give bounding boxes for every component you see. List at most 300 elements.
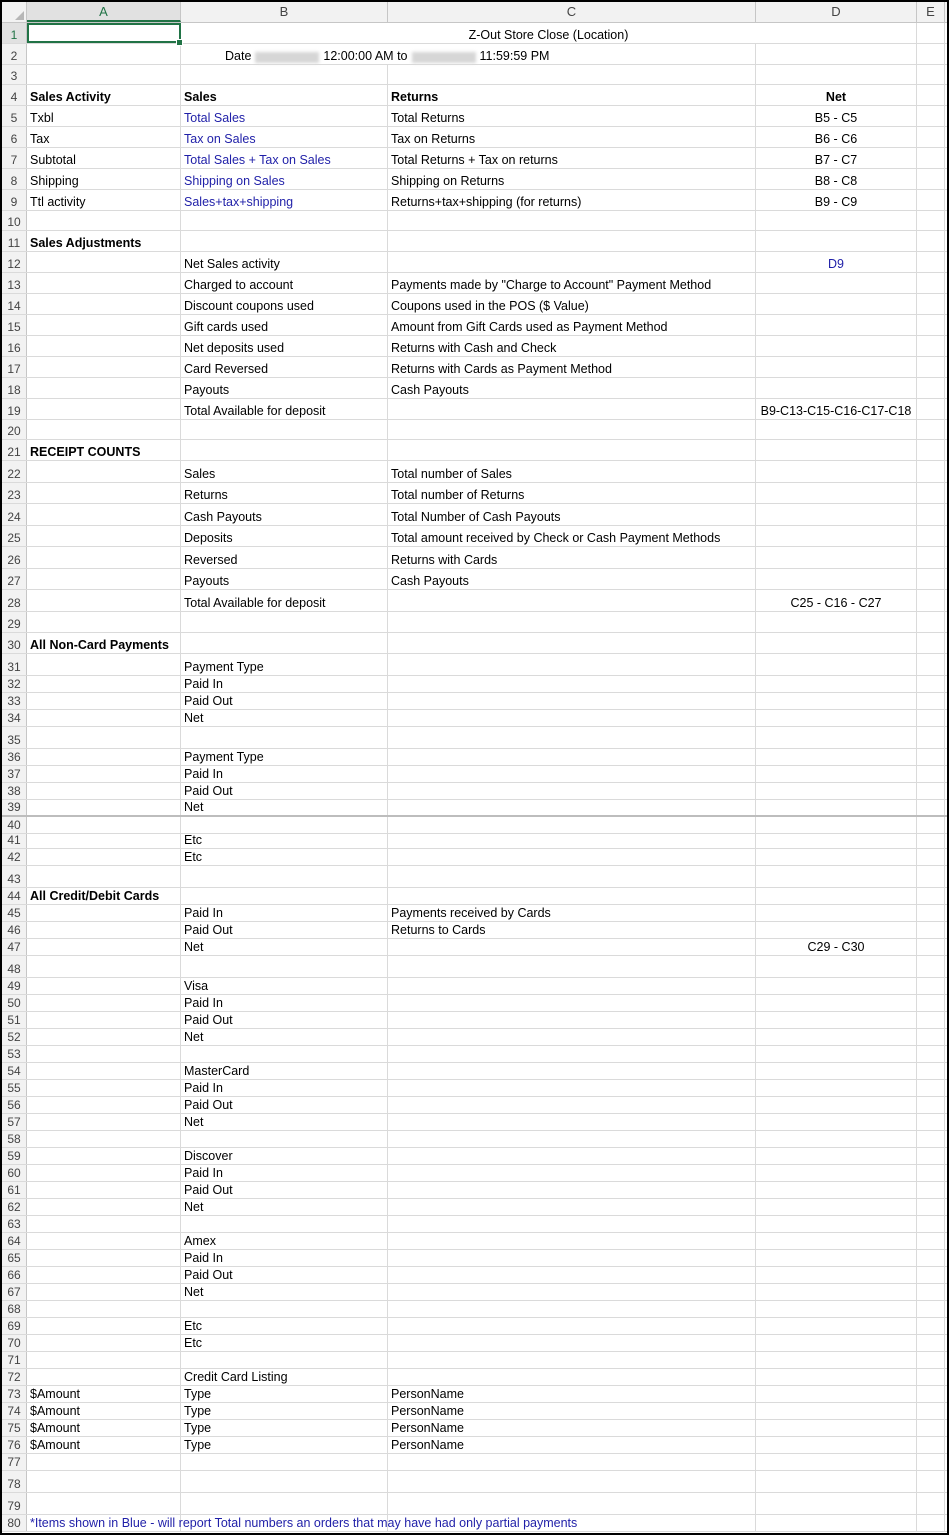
cell[interactable] xyxy=(27,1182,181,1198)
cell-b39[interactable]: Net xyxy=(181,800,388,815)
cell[interactable] xyxy=(27,1114,181,1130)
cell[interactable] xyxy=(181,633,388,653)
cell[interactable] xyxy=(917,800,945,815)
cell-a5[interactable]: Txbl xyxy=(27,106,181,126)
cell[interactable] xyxy=(917,1250,945,1266)
cell[interactable] xyxy=(756,1301,917,1317)
cell-b54[interactable]: MasterCard xyxy=(181,1063,388,1079)
cell[interactable] xyxy=(917,849,945,865)
cell[interactable] xyxy=(756,1182,917,1198)
cell[interactable] xyxy=(388,420,756,439)
cell-b33[interactable]: Paid Out xyxy=(181,693,388,709)
cell[interactable] xyxy=(917,294,945,314)
cell-b22[interactable]: Sales xyxy=(181,461,388,482)
cell[interactable] xyxy=(181,440,388,460)
cell-b62[interactable]: Net xyxy=(181,1199,388,1215)
cell[interactable] xyxy=(388,749,756,765)
cell[interactable] xyxy=(917,693,945,709)
cell[interactable] xyxy=(181,231,388,251)
cell[interactable] xyxy=(388,1493,756,1514)
row-header[interactable]: 59 xyxy=(2,1148,27,1164)
cell[interactable] xyxy=(917,399,945,419)
cell[interactable] xyxy=(756,65,917,84)
cell[interactable] xyxy=(917,1369,945,1385)
cell[interactable] xyxy=(27,1233,181,1249)
cell[interactable] xyxy=(917,676,945,692)
cell-d4[interactable]: Net xyxy=(756,85,917,105)
cell[interactable] xyxy=(917,1199,945,1215)
cell-c75[interactable]: PersonName xyxy=(388,1420,756,1436)
cell-b24[interactable]: Cash Payouts xyxy=(181,504,388,525)
cell[interactable] xyxy=(388,783,756,799)
cell[interactable] xyxy=(27,1046,181,1062)
row-header[interactable]: 70 xyxy=(2,1335,27,1351)
cell[interactable] xyxy=(27,783,181,799)
cell[interactable] xyxy=(917,1012,945,1028)
cell-c24[interactable]: Total Number of Cash Payouts xyxy=(388,504,756,525)
cell[interactable] xyxy=(917,766,945,782)
footnote[interactable]: *Items shown in Blue - will report Total numbers an orders that may have had only partial payments xyxy=(27,1515,181,1531)
cell[interactable] xyxy=(27,1493,181,1514)
row-header[interactable]: 37 xyxy=(2,766,27,782)
cell[interactable] xyxy=(27,526,181,546)
cell[interactable] xyxy=(27,1063,181,1079)
row-header[interactable]: 78 xyxy=(2,1471,27,1492)
cell[interactable] xyxy=(917,1386,945,1402)
row-header[interactable]: 22 xyxy=(2,461,27,482)
cell[interactable] xyxy=(388,888,756,904)
cell[interactable] xyxy=(756,273,917,293)
cell[interactable] xyxy=(181,211,388,230)
cell-b15[interactable]: Gift cards used xyxy=(181,315,388,335)
cell[interactable] xyxy=(27,504,181,525)
cell[interactable] xyxy=(388,710,756,726)
cell-b57[interactable]: Net xyxy=(181,1114,388,1130)
cell-a73[interactable]: $Amount xyxy=(27,1386,181,1402)
row-header[interactable]: 33 xyxy=(2,693,27,709)
cell-b28[interactable]: Total Available for deposit xyxy=(181,590,388,611)
cell[interactable] xyxy=(756,315,917,335)
row-header[interactable]: 53 xyxy=(2,1046,27,1062)
row-header[interactable]: 60 xyxy=(2,1165,27,1181)
cell[interactable] xyxy=(917,526,945,546)
cell[interactable] xyxy=(388,654,756,675)
cell[interactable] xyxy=(27,294,181,314)
cell[interactable] xyxy=(917,922,945,938)
cell[interactable] xyxy=(917,1403,945,1419)
cell-b14[interactable]: Discount coupons used xyxy=(181,294,388,314)
cell[interactable] xyxy=(756,483,917,503)
cell-b69[interactable]: Etc xyxy=(181,1318,388,1334)
cell-c46[interactable]: Returns to Cards xyxy=(388,922,756,938)
cell[interactable] xyxy=(181,612,388,632)
cell-a11[interactable]: Sales Adjustments xyxy=(27,231,181,251)
cell[interactable] xyxy=(756,783,917,799)
row-header[interactable]: 76 xyxy=(2,1437,27,1453)
cell[interactable] xyxy=(388,939,756,955)
cell-c27[interactable]: Cash Payouts xyxy=(388,569,756,589)
row-header[interactable]: 45 xyxy=(2,905,27,921)
cell[interactable] xyxy=(756,1063,917,1079)
row-header[interactable]: 49 xyxy=(2,978,27,994)
cell[interactable] xyxy=(27,590,181,611)
cell-d7[interactable]: B7 - C7 xyxy=(756,148,917,168)
cell[interactable] xyxy=(917,905,945,921)
cell[interactable] xyxy=(388,1454,756,1470)
cell-c14[interactable]: Coupons used in the POS ($ Value) xyxy=(388,294,756,314)
cell[interactable] xyxy=(917,1267,945,1283)
cell[interactable] xyxy=(917,1352,945,1368)
cell[interactable] xyxy=(27,547,181,568)
cell[interactable] xyxy=(181,1352,388,1368)
cell-d9[interactable]: B9 - C9 xyxy=(756,190,917,210)
cell-d19[interactable]: B9-C13-C15-C16-C17-C18 xyxy=(756,399,917,419)
row-header[interactable]: 11 xyxy=(2,231,27,251)
cell[interactable] xyxy=(388,590,756,611)
cell[interactable] xyxy=(756,1318,917,1334)
cell[interactable] xyxy=(917,888,945,904)
cell[interactable] xyxy=(27,654,181,675)
cell[interactable] xyxy=(917,1454,945,1470)
row-header[interactable]: 57 xyxy=(2,1114,27,1130)
cell[interactable] xyxy=(917,1063,945,1079)
row-header[interactable]: 56 xyxy=(2,1097,27,1113)
cell[interactable] xyxy=(917,654,945,675)
cell[interactable] xyxy=(27,939,181,955)
cell[interactable] xyxy=(756,1335,917,1351)
cell-a76[interactable]: $Amount xyxy=(27,1437,181,1453)
cell[interactable] xyxy=(27,727,181,748)
cell[interactable] xyxy=(756,1199,917,1215)
cell[interactable] xyxy=(181,727,388,748)
cell-c74[interactable]: PersonName xyxy=(388,1403,756,1419)
cell[interactable] xyxy=(756,1250,917,1266)
cell[interactable] xyxy=(917,1165,945,1181)
cell[interactable] xyxy=(917,978,945,994)
cell-c5[interactable]: Total Returns xyxy=(388,106,756,126)
cell[interactable] xyxy=(756,995,917,1011)
cell-b42[interactable]: Etc xyxy=(181,849,388,865)
cell-b67[interactable]: Net xyxy=(181,1284,388,1300)
cell[interactable] xyxy=(388,1369,756,1385)
cell[interactable] xyxy=(181,1471,388,1492)
cell[interactable] xyxy=(756,866,917,887)
cell[interactable] xyxy=(917,995,945,1011)
row-header[interactable]: 25 xyxy=(2,526,27,546)
cell[interactable] xyxy=(388,633,756,653)
row-header[interactable]: 47 xyxy=(2,939,27,955)
row-header[interactable]: 54 xyxy=(2,1063,27,1079)
cell[interactable] xyxy=(388,1114,756,1130)
cell[interactable] xyxy=(388,866,756,887)
row-header[interactable]: 71 xyxy=(2,1352,27,1368)
cell[interactable] xyxy=(388,612,756,632)
cell[interactable] xyxy=(27,1301,181,1317)
cell[interactable] xyxy=(388,1148,756,1164)
row-header[interactable]: 77 xyxy=(2,1454,27,1470)
cell-a7[interactable]: Subtotal xyxy=(27,148,181,168)
cell[interactable] xyxy=(756,1471,917,1492)
cell[interactable] xyxy=(917,1046,945,1062)
cell[interactable] xyxy=(917,1216,945,1232)
cell[interactable] xyxy=(756,1284,917,1300)
cell[interactable] xyxy=(917,1097,945,1113)
row-header[interactable]: 15 xyxy=(2,315,27,335)
cell[interactable] xyxy=(388,1199,756,1215)
cell-c22[interactable]: Total number of Sales xyxy=(388,461,756,482)
cell[interactable] xyxy=(756,440,917,460)
row-header[interactable]: 50 xyxy=(2,995,27,1011)
cell[interactable] xyxy=(917,504,945,525)
cell[interactable] xyxy=(756,1386,917,1402)
cell[interactable] xyxy=(917,956,945,977)
cell-c7[interactable]: Total Returns + Tax on returns xyxy=(388,148,756,168)
cell[interactable] xyxy=(756,1165,917,1181)
row-header[interactable]: 17 xyxy=(2,357,27,377)
cell[interactable] xyxy=(181,1454,388,1470)
cell[interactable] xyxy=(27,1267,181,1283)
cell[interactable] xyxy=(917,44,945,64)
cell[interactable] xyxy=(917,1233,945,1249)
cell-b31[interactable]: Payment Type xyxy=(181,654,388,675)
cell[interactable] xyxy=(27,1080,181,1096)
cell-b66[interactable]: Paid Out xyxy=(181,1267,388,1283)
cell-b75[interactable]: Type xyxy=(181,1420,388,1436)
cell-b45[interactable]: Paid In xyxy=(181,905,388,921)
row-header[interactable]: 41 xyxy=(2,834,27,848)
row-header[interactable]: 28 xyxy=(2,590,27,611)
cell[interactable] xyxy=(917,1131,945,1147)
cell[interactable] xyxy=(388,800,756,815)
cell[interactable] xyxy=(756,800,917,815)
cell[interactable] xyxy=(756,817,917,833)
cell[interactable] xyxy=(756,1515,917,1531)
row-header[interactable]: 13 xyxy=(2,273,27,293)
cell[interactable] xyxy=(27,1284,181,1300)
report-title[interactable]: Z-Out Store Close (Location) xyxy=(181,23,917,43)
cell[interactable] xyxy=(27,483,181,503)
cell[interactable] xyxy=(181,420,388,439)
cell[interactable] xyxy=(756,727,917,748)
cell-c73[interactable]: PersonName xyxy=(388,1386,756,1402)
cell[interactable] xyxy=(27,1148,181,1164)
cell[interactable] xyxy=(27,1335,181,1351)
cell-b50[interactable]: Paid In xyxy=(181,995,388,1011)
cell[interactable] xyxy=(27,1199,181,1215)
cell[interactable] xyxy=(917,483,945,503)
row-header[interactable]: 18 xyxy=(2,378,27,398)
cell-b70[interactable]: Etc xyxy=(181,1335,388,1351)
cell[interactable] xyxy=(27,420,181,439)
cell[interactable] xyxy=(181,1301,388,1317)
cell[interactable] xyxy=(27,866,181,887)
cell[interactable] xyxy=(27,956,181,977)
row-header[interactable]: 74 xyxy=(2,1403,27,1419)
row-header[interactable]: 55 xyxy=(2,1080,27,1096)
cell-c13[interactable]: Payments made by "Charge to Account" Payment Method xyxy=(388,273,756,293)
cell[interactable] xyxy=(388,817,756,833)
cell[interactable] xyxy=(917,633,945,653)
row-header[interactable]: 4 xyxy=(2,85,27,105)
cell[interactable] xyxy=(917,817,945,833)
cell[interactable] xyxy=(756,231,917,251)
cell-b52[interactable]: Net xyxy=(181,1029,388,1045)
cell[interactable] xyxy=(917,547,945,568)
cell[interactable] xyxy=(181,1493,388,1514)
cell-b16[interactable]: Net deposits used xyxy=(181,336,388,356)
cell[interactable] xyxy=(388,1216,756,1232)
cell[interactable] xyxy=(756,693,917,709)
cell[interactable] xyxy=(388,1284,756,1300)
row-header[interactable]: 5 xyxy=(2,106,27,126)
cell[interactable] xyxy=(756,1148,917,1164)
row-header[interactable]: 61 xyxy=(2,1182,27,1198)
cell[interactable] xyxy=(917,357,945,377)
cell[interactable] xyxy=(917,612,945,632)
cell-c9[interactable]: Returns+tax+shipping (for returns) xyxy=(388,190,756,210)
cell[interactable] xyxy=(917,273,945,293)
cell-c17[interactable]: Returns with Cards as Payment Method xyxy=(388,357,756,377)
cell[interactable] xyxy=(27,1369,181,1385)
cell[interactable] xyxy=(388,211,756,230)
cell[interactable] xyxy=(756,1097,917,1113)
cell[interactable] xyxy=(917,211,945,230)
row-header[interactable]: 27 xyxy=(2,569,27,589)
row-header[interactable]: 62 xyxy=(2,1199,27,1215)
cell[interactable] xyxy=(917,590,945,611)
cell-b36[interactable]: Payment Type xyxy=(181,749,388,765)
cell[interactable] xyxy=(917,1301,945,1317)
cell-b65[interactable]: Paid In xyxy=(181,1250,388,1266)
cell[interactable] xyxy=(917,1471,945,1492)
row-header[interactable]: 8 xyxy=(2,169,27,189)
cell[interactable] xyxy=(756,547,917,568)
cell[interactable] xyxy=(756,1080,917,1096)
cell[interactable] xyxy=(27,978,181,994)
cell-b73[interactable]: Type xyxy=(181,1386,388,1402)
column-header-b[interactable]: B xyxy=(181,2,388,22)
cell[interactable] xyxy=(917,336,945,356)
cell[interactable] xyxy=(388,1335,756,1351)
row-header[interactable]: 19 xyxy=(2,399,27,419)
cell[interactable] xyxy=(27,676,181,692)
cell-c23[interactable]: Total number of Returns xyxy=(388,483,756,503)
cell-a8[interactable]: Shipping xyxy=(27,169,181,189)
cell[interactable] xyxy=(27,315,181,335)
cell[interactable] xyxy=(27,378,181,398)
cell-c76[interactable]: PersonName xyxy=(388,1437,756,1453)
cell-b19[interactable]: Total Available for deposit xyxy=(181,399,388,419)
row-header[interactable]: 64 xyxy=(2,1233,27,1249)
cell[interactable] xyxy=(917,378,945,398)
row-header[interactable]: 7 xyxy=(2,148,27,168)
row-header[interactable]: 75 xyxy=(2,1420,27,1436)
cell[interactable] xyxy=(388,1029,756,1045)
cell[interactable] xyxy=(27,1318,181,1334)
row-header[interactable]: 58 xyxy=(2,1131,27,1147)
cell-a74[interactable]: $Amount xyxy=(27,1403,181,1419)
cell-b12[interactable]: Net Sales activity xyxy=(181,252,388,272)
cell[interactable] xyxy=(27,336,181,356)
cell-b46[interactable]: Paid Out xyxy=(181,922,388,938)
cell[interactable] xyxy=(917,834,945,848)
cell-d8[interactable]: B8 - C8 xyxy=(756,169,917,189)
cell-b61[interactable]: Paid Out xyxy=(181,1182,388,1198)
cell[interactable] xyxy=(756,978,917,994)
cell[interactable] xyxy=(181,1515,388,1531)
cell-c15[interactable]: Amount from Gift Cards used as Payment Method xyxy=(388,315,756,335)
row-header[interactable]: 10 xyxy=(2,211,27,230)
cell[interactable] xyxy=(917,1318,945,1334)
cell-b26[interactable]: Reversed xyxy=(181,547,388,568)
cell[interactable] xyxy=(388,440,756,460)
row-header[interactable]: 48 xyxy=(2,956,27,977)
cell[interactable] xyxy=(917,1284,945,1300)
cell[interactable] xyxy=(756,1369,917,1385)
cell[interactable] xyxy=(27,849,181,865)
cell[interactable] xyxy=(181,817,388,833)
cell-b47[interactable]: Net xyxy=(181,939,388,955)
cell-b74[interactable]: Type xyxy=(181,1403,388,1419)
cell[interactable] xyxy=(756,654,917,675)
row-header[interactable]: 43 xyxy=(2,866,27,887)
cell[interactable] xyxy=(756,849,917,865)
cell[interactable] xyxy=(388,252,756,272)
cell-b34[interactable]: Net xyxy=(181,710,388,726)
cell[interactable] xyxy=(27,1352,181,1368)
row-header[interactable]: 16 xyxy=(2,336,27,356)
cell-b4[interactable]: Sales xyxy=(181,85,388,105)
cell[interactable] xyxy=(917,1335,945,1351)
cell[interactable] xyxy=(181,65,388,84)
cell[interactable] xyxy=(756,44,917,64)
cell[interactable] xyxy=(917,190,945,210)
cell[interactable] xyxy=(756,749,917,765)
cell[interactable] xyxy=(917,106,945,126)
cell-b49[interactable]: Visa xyxy=(181,978,388,994)
row-header[interactable]: 12 xyxy=(2,252,27,272)
cell[interactable] xyxy=(388,1267,756,1283)
row-header[interactable]: 42 xyxy=(2,849,27,865)
cell[interactable] xyxy=(388,1063,756,1079)
cell[interactable] xyxy=(756,504,917,525)
cell[interactable] xyxy=(388,231,756,251)
cell[interactable] xyxy=(388,1012,756,1028)
cell[interactable] xyxy=(756,526,917,546)
row-header[interactable]: 39 xyxy=(2,800,27,815)
cell[interactable] xyxy=(756,1403,917,1419)
cell-c25[interactable]: Total amount received by Check or Cash Payment Methods xyxy=(388,526,756,546)
cell-b17[interactable]: Card Reversed xyxy=(181,357,388,377)
cell[interactable] xyxy=(917,461,945,482)
cell[interactable] xyxy=(388,956,756,977)
cell[interactable] xyxy=(388,978,756,994)
cell[interactable] xyxy=(388,693,756,709)
row-header[interactable]: 26 xyxy=(2,547,27,568)
cell-b9[interactable]: Sales+tax+shipping xyxy=(181,190,388,210)
cell-b13[interactable]: Charged to account xyxy=(181,273,388,293)
cell[interactable] xyxy=(388,1250,756,1266)
cell[interactable] xyxy=(27,1165,181,1181)
cell[interactable] xyxy=(27,399,181,419)
cell-c18[interactable]: Cash Payouts xyxy=(388,378,756,398)
cell[interactable] xyxy=(756,294,917,314)
cell[interactable] xyxy=(756,1493,917,1514)
cell[interactable] xyxy=(27,211,181,230)
cell[interactable] xyxy=(917,252,945,272)
cell[interactable] xyxy=(181,1046,388,1062)
cell[interactable] xyxy=(917,569,945,589)
